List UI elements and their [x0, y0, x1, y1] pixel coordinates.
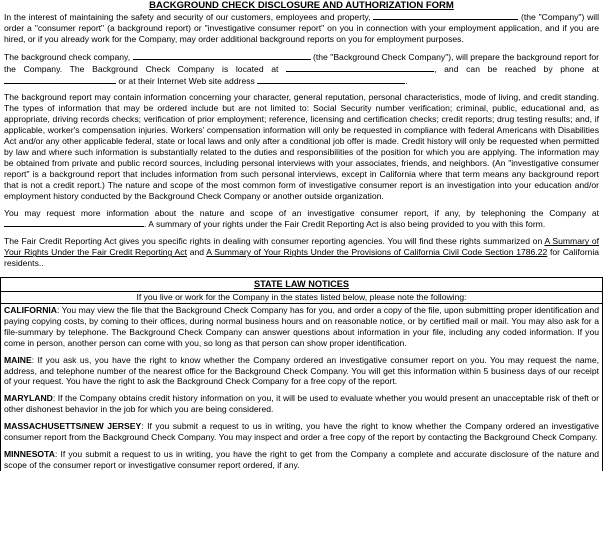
bg-company-text-4: or at their Internet Web site address: [118, 75, 255, 86]
request-info-text-1: You may request more information about the nature and scope of an investigative consumer report, if any, by telephoning the Company at: [4, 207, 599, 218]
background-company-website-field[interactable]: [257, 75, 408, 86]
bg-company-text-1: The background check company,: [4, 51, 131, 62]
request-info-paragraph: [4, 208, 599, 231]
state-notice-text: : If you ask us, you have the right to know whether the Company ordered an investigative consumer report on you. You may request the name, address, and telephone number of the nearest office for the Background Check Company. You will get this information within 5 business days of our receipt of your request. You have the right to ask the Background Check Company for a free copy of the report.: [4, 354, 599, 387]
fcra-rights-paragraph: [4, 236, 599, 269]
state-law-notices-heading: STATE LAW NOTICES: [0, 277, 603, 292]
background-company-paragraph: [4, 51, 599, 87]
intro-paragraph: [4, 11, 599, 45]
state-law-notices-subheading: If you live or work for the Company in the states listed below, please note the following:: [0, 292, 603, 304]
state-name: MINNESOTA: [4, 449, 55, 459]
fcra-text-3: for California residents..: [4, 247, 600, 269]
background-company-name-field[interactable]: [133, 51, 311, 60]
form-title: BACKGROUND CHECK DISCLOSURE AND AUTHORIZATION FORM: [149, 0, 454, 11]
state-name: MAINE: [4, 354, 32, 365]
intro-text-rest: (the "Company") will order a "consumer report" (a background report) or "investigative consumer report" on you in connection with your employment application, and if you are hired, or if you already work for the Company, may order additional background reports on you for employment purposes.: [4, 12, 599, 44]
bg-company-text-5: .: [405, 75, 408, 86]
california-summary-link[interactable]: A Summary of Your Rights Under the Provisions of California Civil Code Section 1786.22: [206, 247, 548, 258]
fcra-text-2: and: [189, 247, 205, 258]
state-name: MASSACHUSETTS/NEW JERSEY: [4, 421, 142, 432]
report-contents-paragraph: The background report may contain information concerning your character, general reputation, personal characteristics, mode of living, and credit standing. The types of information that may be ordered include but are not limited to: Social Security number verification; criminal, public, educational and, as appropriate, driving records checks; verification of prior employment; reference, licensing and certification checks; credit reports; drug testing results; and, if applicable, worker's compensation injuries. Workers' compensation information will only be requested in compliance with federal Americans with Disabilities Act and/or any other applicable federal, state or local laws and only after a conditional job offer is made. Credit history will only be requested when permitted by law and where such information is substantially related to the duties and responsibilities of the position for which you are applying. The information may be obtained from private and public record sources, including personal interviews with your associates, friends, and neighbors. (An "investigative consumer report" is a background report that includes information from such personal interviews, except in California where that term means any background report that is not a credit report.) The nature and scope of the most common form of investigative consumer report is an investigation into your education and/or employment history conducted by the Background Check Company or another outside organization.: [4, 92, 599, 201]
request-info-text-2: . A summary of your rights under the Fair Credit Reporting Act is also being provided to you with this form.: [144, 219, 546, 230]
state-name: CALIFORNIA: [4, 305, 57, 316]
state-notice-california: [4, 305, 599, 349]
intro-text-start: In the interest of maintaining the safety and security of our customers, employees and property,: [4, 12, 371, 22]
state-notice-massachusetts-new-jersey: [4, 421, 599, 443]
state-notice-maine: [4, 355, 599, 388]
company-phone-field[interactable]: [4, 218, 144, 227]
state-name: MARYLAND: [4, 393, 53, 404]
state-notices-list: [0, 304, 603, 471]
bg-company-text-3: , and can be reached by phone at: [434, 63, 599, 74]
state-notice-text: : You may view the file that the Background Check Company has for you, and order a copy of the file, upon submitting proper identification and paying copying costs, by coming to their offices, during normal business hours and on reasonable notice, or by certified mail or mail. You may also ask for a file-summary by telephone. The Background Check Company can answer questions about information in your file, including any coded information. If you come in person, another person can come with you, so long as that person can show proper identification.: [4, 305, 599, 348]
company-name-field[interactable]: [373, 11, 518, 20]
fcra-summary-link[interactable]: A Summary of Your Rights Under the Fair Credit Reporting Act: [4, 236, 600, 258]
background-company-address-field[interactable]: [286, 63, 434, 72]
state-notice-text: : If you submit a request to us in writing, you have the right to get from the Company a complete and accurate disclosure of the nature and scope of the consumer report or investigative consumer report ordered, if any.: [4, 449, 599, 470]
state-notice-text: : If the Company obtains credit history information on you, it will be used to evaluate whether you would present an unacceptable risk of theft or other dishonest behavior in the job for which you are being considered.: [4, 393, 599, 415]
state-notice-maryland: [4, 393, 599, 415]
bg-company-text-2: (the "Background Check Company"), will prepare the background report for the Company. The Background Check Company is located at: [4, 51, 600, 74]
state-notice-minnesota: [4, 449, 599, 471]
background-company-phone-field[interactable]: [4, 75, 116, 84]
fcra-text-1: The Fair Credit Reporting Act gives you specific rights in dealing with consumer reporting agencies. You will find these rights summarized on: [4, 236, 543, 247]
state-notice-text: : If you submit a request to us in writing, you have the right to know whether the Company ordered an investigative consumer report from the Background Check Company. You may inspect and order a free copy of the report by contacting the Background Check Company.: [4, 421, 599, 443]
